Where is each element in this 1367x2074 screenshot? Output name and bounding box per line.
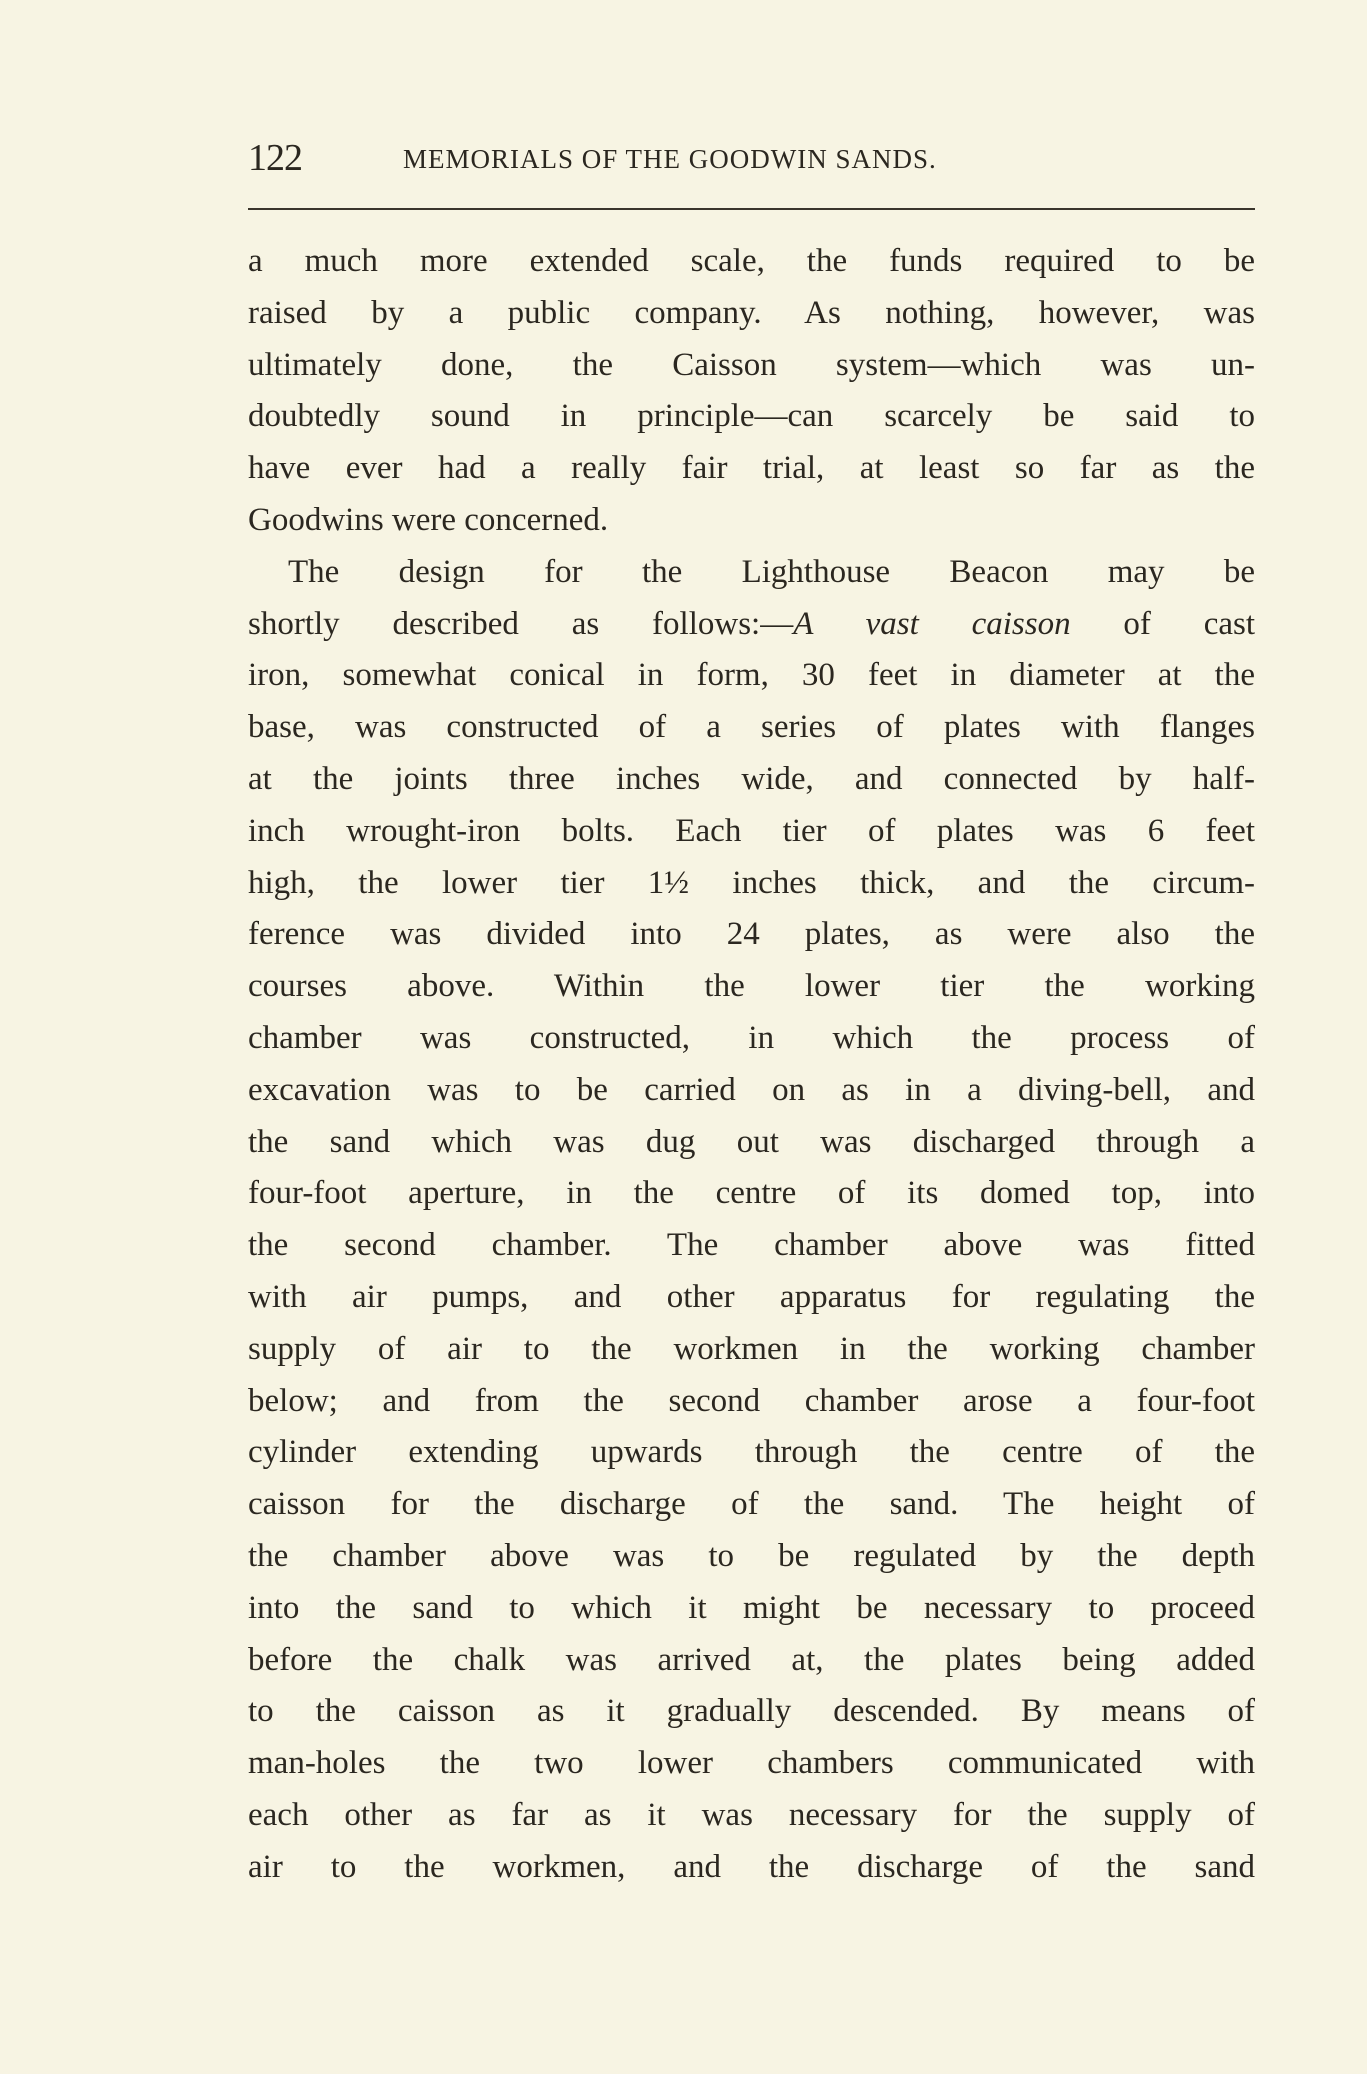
text-line: four-foot aperture, in the centre of its domed top, into [248,1175,1255,1212]
text-line: Goodwins were concerned. [248,501,609,538]
text-line: into the sand to which it might be necessary to proceed [248,1589,1255,1626]
text-segment: shortly described as follows:— [248,605,794,642]
text-line: man-holes the two lower chambers communicated with [248,1745,1255,1782]
text-line: caisson for the discharge of the sand. The height of [248,1486,1255,1523]
text-line: with air pumps, and other apparatus for regulating the [248,1278,1255,1315]
header-rule [248,208,1255,210]
text-line: below; and from the second chamber arose a four-foot [248,1382,1255,1419]
body-text [248,236,1255,1894]
text-line: the second chamber. The chamber above was fitted [248,1227,1255,1264]
text-line: chamber was constructed, in which the process of [248,1019,1255,1056]
text-line: base, was constructed of a series of plates with flanges [248,709,1255,746]
text-line: courses above. Within the lower tier the working [248,968,1255,1005]
text-line: doubtedly sound in principle—can scarcely be said to [248,398,1255,435]
text-line: high, the lower tier 1½ inches thick, and the circum- [248,864,1255,901]
text-line: ference was divided into 24 plates, as were also the [248,916,1255,953]
text-line: inch wrought-iron bolts. Each tier of plates was 6 feet [248,812,1255,849]
page-header [248,136,1255,180]
text-line: cylinder extending upwards through the centre of the [248,1434,1255,1471]
text-line: air to the workmen, and the discharge of the sand [248,1848,1255,1885]
text-line: supply of air to the workmen in the working chamber [248,1330,1255,1367]
italic-phrase: A vast caisson [793,605,1071,642]
text-line: The design for the Lighthouse Beacon may be [288,553,1255,590]
text-line: to the caisson as it gradually descended. By means of [248,1693,1255,1730]
page-number: 122 [248,137,302,179]
text-line: each other as far as it was necessary for the supply of [248,1796,1255,1833]
text-line: excavation was to be carried on as in a diving-bell, and [248,1071,1255,1108]
text-line: have ever had a really fair trial, at least so far as the [248,450,1255,487]
running-title: MEMORIALS OF THE GOODWIN SANDS. [403,144,937,174]
text-line [248,599,1255,651]
text-line: ultimately done, the Caisson system—which was un- [248,346,1255,383]
text-line: at the joints three inches wide, and connected by half- [248,760,1255,797]
text-line: iron, somewhat conical in form, 30 feet in diameter at the [248,657,1255,694]
text-line: a much more extended scale, the funds required to be [248,243,1255,279]
text-line: the sand which was dug out was discharged through a [248,1123,1255,1160]
text-line: before the chalk was arrived at, the plates being added [248,1641,1255,1678]
text-line: the chamber above was to be regulated by the depth [248,1537,1255,1574]
text-line: raised by a public company. As nothing, however, was [248,294,1255,331]
text-segment: of cast [1070,605,1255,642]
